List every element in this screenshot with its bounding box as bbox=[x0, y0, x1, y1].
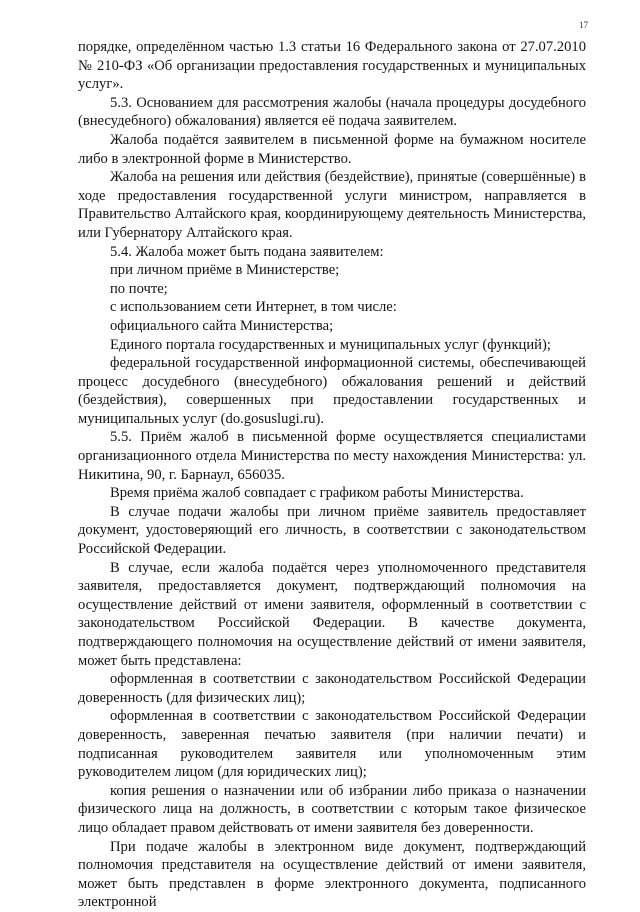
page-number: 17 bbox=[579, 20, 588, 30]
list-item: Единого портала государственных и муниципальных услуг (функций); bbox=[110, 336, 551, 353]
paragraph: порядке, определённом частью 1.3 статьи 16 Федерального закона от 27.07.2010 № 210-ФЗ «Об организации предоставления государственных и муниципальных услуг». bbox=[78, 39, 586, 93]
list-item: официального сайта Министерства; bbox=[110, 317, 334, 334]
paragraph: Время приёма жалоб совпадает с графиком работы Министерства. bbox=[110, 485, 524, 502]
paragraph: 5.5. Приём жалоб в письменной форме осуществляется специалистами организационного отдела Министерства по месту нахождения Министерства: ул. Никитина, 90, г. Барнаул, 656035. bbox=[78, 429, 586, 483]
paragraph: Жалоба на решения или действия (бездействие), принятые (совершённые) в ходе предоставления государственной услуги министром, направляется в Правительство Алтайского края, координирующему деятельность Министерства, или Губернатору Алтайского края. bbox=[78, 169, 586, 241]
paragraph: 5.3. Основанием для рассмотрения жалобы (начала процедуры досудебного (внесудебного) обжалования) является её подача заявителем. bbox=[78, 94, 586, 130]
paragraph: В случае подачи жалобы при личном приёме заявитель предоставляет документ, удостоверяющий его личность, в соответствии с законодательством Российской Федерации. bbox=[78, 503, 586, 558]
paragraph: 5.4. Жалоба может быть подана заявителем: bbox=[110, 243, 384, 260]
document-body bbox=[78, 38, 586, 912]
list-item: по почте; bbox=[110, 280, 168, 297]
paragraph: Жалоба подаётся заявителем в письменной форме на бумажном носителе либо в электронной форме в Министерство. bbox=[78, 131, 586, 167]
paragraph: В случае, если жалоба подаётся через уполномоченного представителя заявителя, предоставляется документ, подтверждающий полномочия на осуществление действий от имени заявителя, оформленный в соответствии с законодательством Российской Федерации. В качестве документа, подтверждающего полномочия на осуществление действий от имени заявителя, может быть представлена: bbox=[78, 559, 586, 669]
list-item: при личном приёме в Министерстве; bbox=[110, 262, 340, 279]
list-item: с использованием сети Интернет, в том числе: bbox=[110, 299, 397, 316]
list-item: федеральной государственной информационной системы, обеспечивающей процесс досудебного (внесудебного) обжалования решений и действий (бездействия), совершенных при предоставлении государственных и муниципальных услуг (do.gosuslugi.ru). bbox=[78, 355, 586, 427]
list-item: оформленная в соответствии с законодательством Российской Федерации доверенность (для физических лиц); bbox=[78, 671, 586, 706]
list-item: оформленная в соответствии с законодательством Российской Федерации доверенность, заверенная печатью заявителя (при наличии печати) и подписанная руководителем заявителя или уполномоченным этим руководителем лицом (для юридических лиц); bbox=[78, 708, 586, 781]
list-item: копия решения о назначении или об избрании либо приказа о назначении физического лица на должность, в соответствии с которым такое физическое лицо обладает правом действовать от имени заявителя без доверенности. bbox=[78, 782, 586, 836]
paragraph: При подаче жалобы в электронном виде документ, подтверждающий полномочия представителя на осуществление действий от имени заявителя, может быть представлен в форме электронного документа, подписанного электронной bbox=[78, 838, 586, 911]
